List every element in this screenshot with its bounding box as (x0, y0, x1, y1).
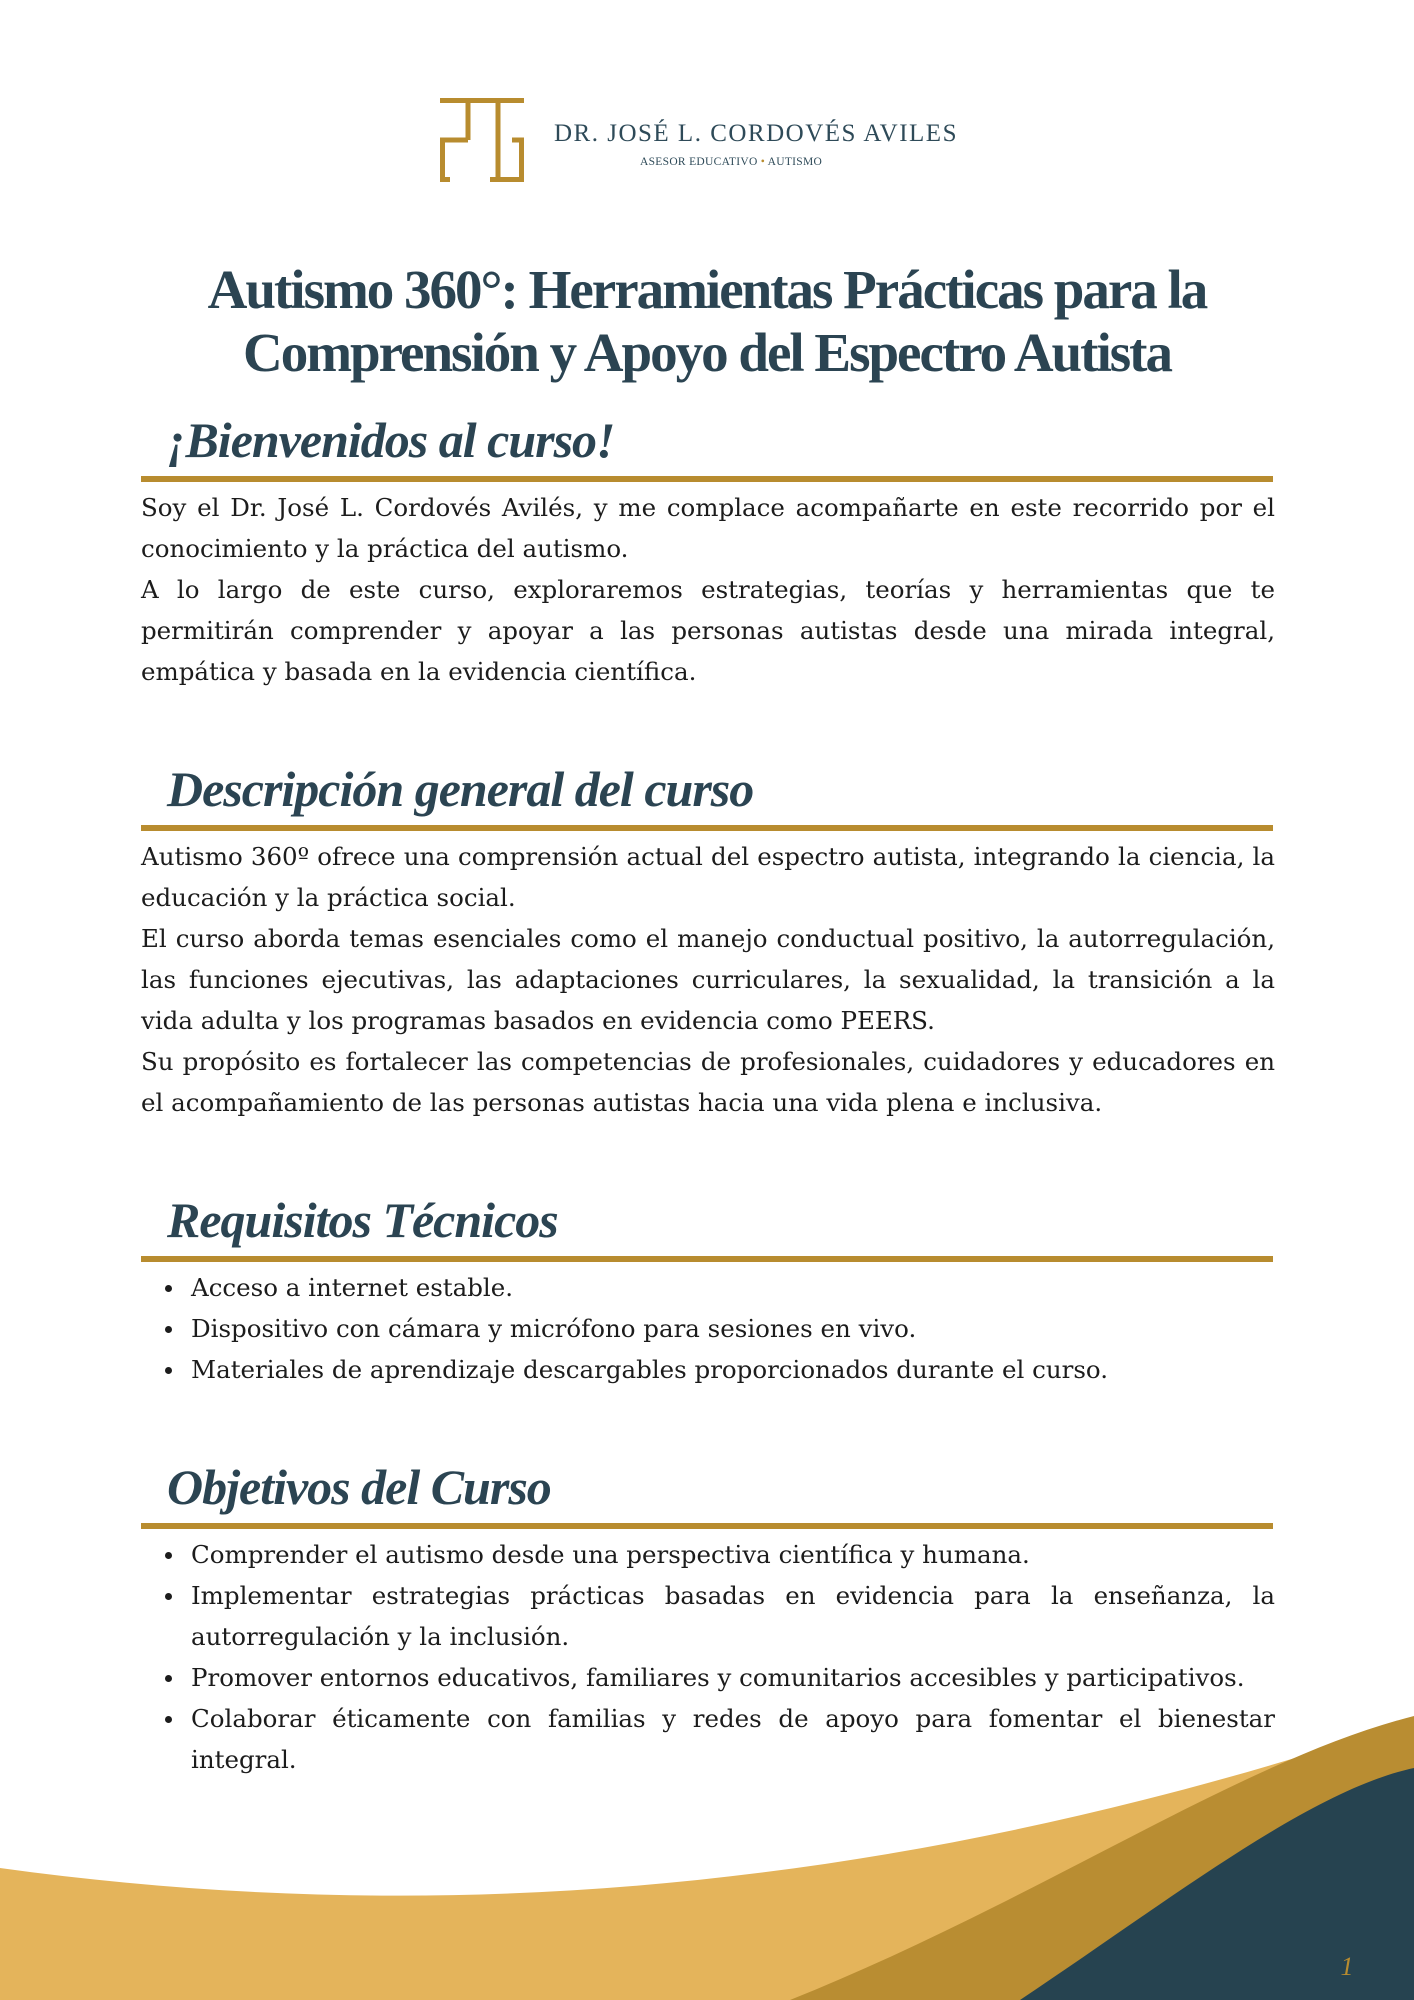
section-heading: Objetivos del Curso (141, 1451, 1273, 1529)
tagline-education: ASESOR EDUCATIVO (640, 156, 758, 168)
initials-monogram-icon (440, 98, 524, 182)
list-item: Comprender el autismo desde una perspectiva científica y humana. (141, 1534, 1275, 1575)
paragraph: Su propósito es fortalecer las competencias de profesionales, cuidadores y educadores en el acompañamiento de las personas autistas hacia una vida plena e inclusiva. (141, 1047, 1275, 1117)
tagline-separator: • (760, 156, 766, 168)
paragraph: A lo largo de este curso, exploraremos estrategias, teorías y herramientas que te permitirán comprender y apoyar a las personas autistas desde una mirada integral, empática y basada en la evidencia científica. (141, 575, 1275, 686)
brand-tagline (640, 156, 822, 168)
paragraph: Soy el Dr. José L. Cordovés Avilés, y me complace acompañarte en este recorrido por el conocimiento y la práctica del autismo. (141, 493, 1275, 563)
list-item: Acceso a internet estable. (141, 1267, 1275, 1308)
page-title-line-2: Comprensión y Apoyo del Espectro Autista (243, 322, 1171, 383)
section-technical-requirements (141, 1184, 1275, 1390)
list-item: Dispositivo con cámara y micrófono para sesiones en vivo. (141, 1308, 1275, 1349)
section-body (141, 836, 1275, 1123)
paragraph: Autismo 360º ofrece una comprensión actual del espectro autista, integrando la ciencia, la educación y la práctica social. (141, 842, 1275, 912)
section-course-objectives (141, 1451, 1275, 1780)
section-body (141, 487, 1275, 692)
brand-name: DR. JOSÉ L. CORDOVÉS AVILES (554, 120, 958, 147)
requirements-list (141, 1267, 1275, 1390)
list-item: Implementar estrategias prácticas basadas en evidencia para la enseñanza, la autorregulación y la inclusión. (141, 1575, 1275, 1657)
list-item: Promover entornos educativos, familiares y comunitarios accesibles y participativos. (141, 1657, 1275, 1698)
paragraph: El curso aborda temas esenciales como el manejo conductual positivo, la autorregulación, las funciones ejecutivas, las adaptaciones curriculares, la sexualidad, la transición a la vida adulta y los programas basados en evidencia como PEERS. (141, 924, 1275, 1035)
section-heading: Requisitos Técnicos (141, 1184, 1273, 1262)
objectives-list (141, 1534, 1275, 1780)
page-title (110, 258, 1304, 384)
tagline-autism: AUTISMO (767, 156, 823, 168)
page-title-line-1: Autismo 360°: Herramientas Prácticas para la (207, 259, 1207, 320)
brand-logo (440, 98, 980, 184)
section-description (141, 753, 1275, 1123)
page-number: 1 (1340, 1952, 1354, 1981)
list-item: Colaborar éticamente con familias y redes de apoyo para fomentar el bienestar integral. (141, 1698, 1275, 1780)
list-item: Materiales de aprendizaje descargables proporcionados durante el curso. (141, 1349, 1275, 1390)
section-heading: ¡Bienvenidos al curso! (141, 404, 1273, 482)
section-welcome (141, 404, 1275, 692)
section-heading: Descripción general del curso (141, 753, 1273, 831)
